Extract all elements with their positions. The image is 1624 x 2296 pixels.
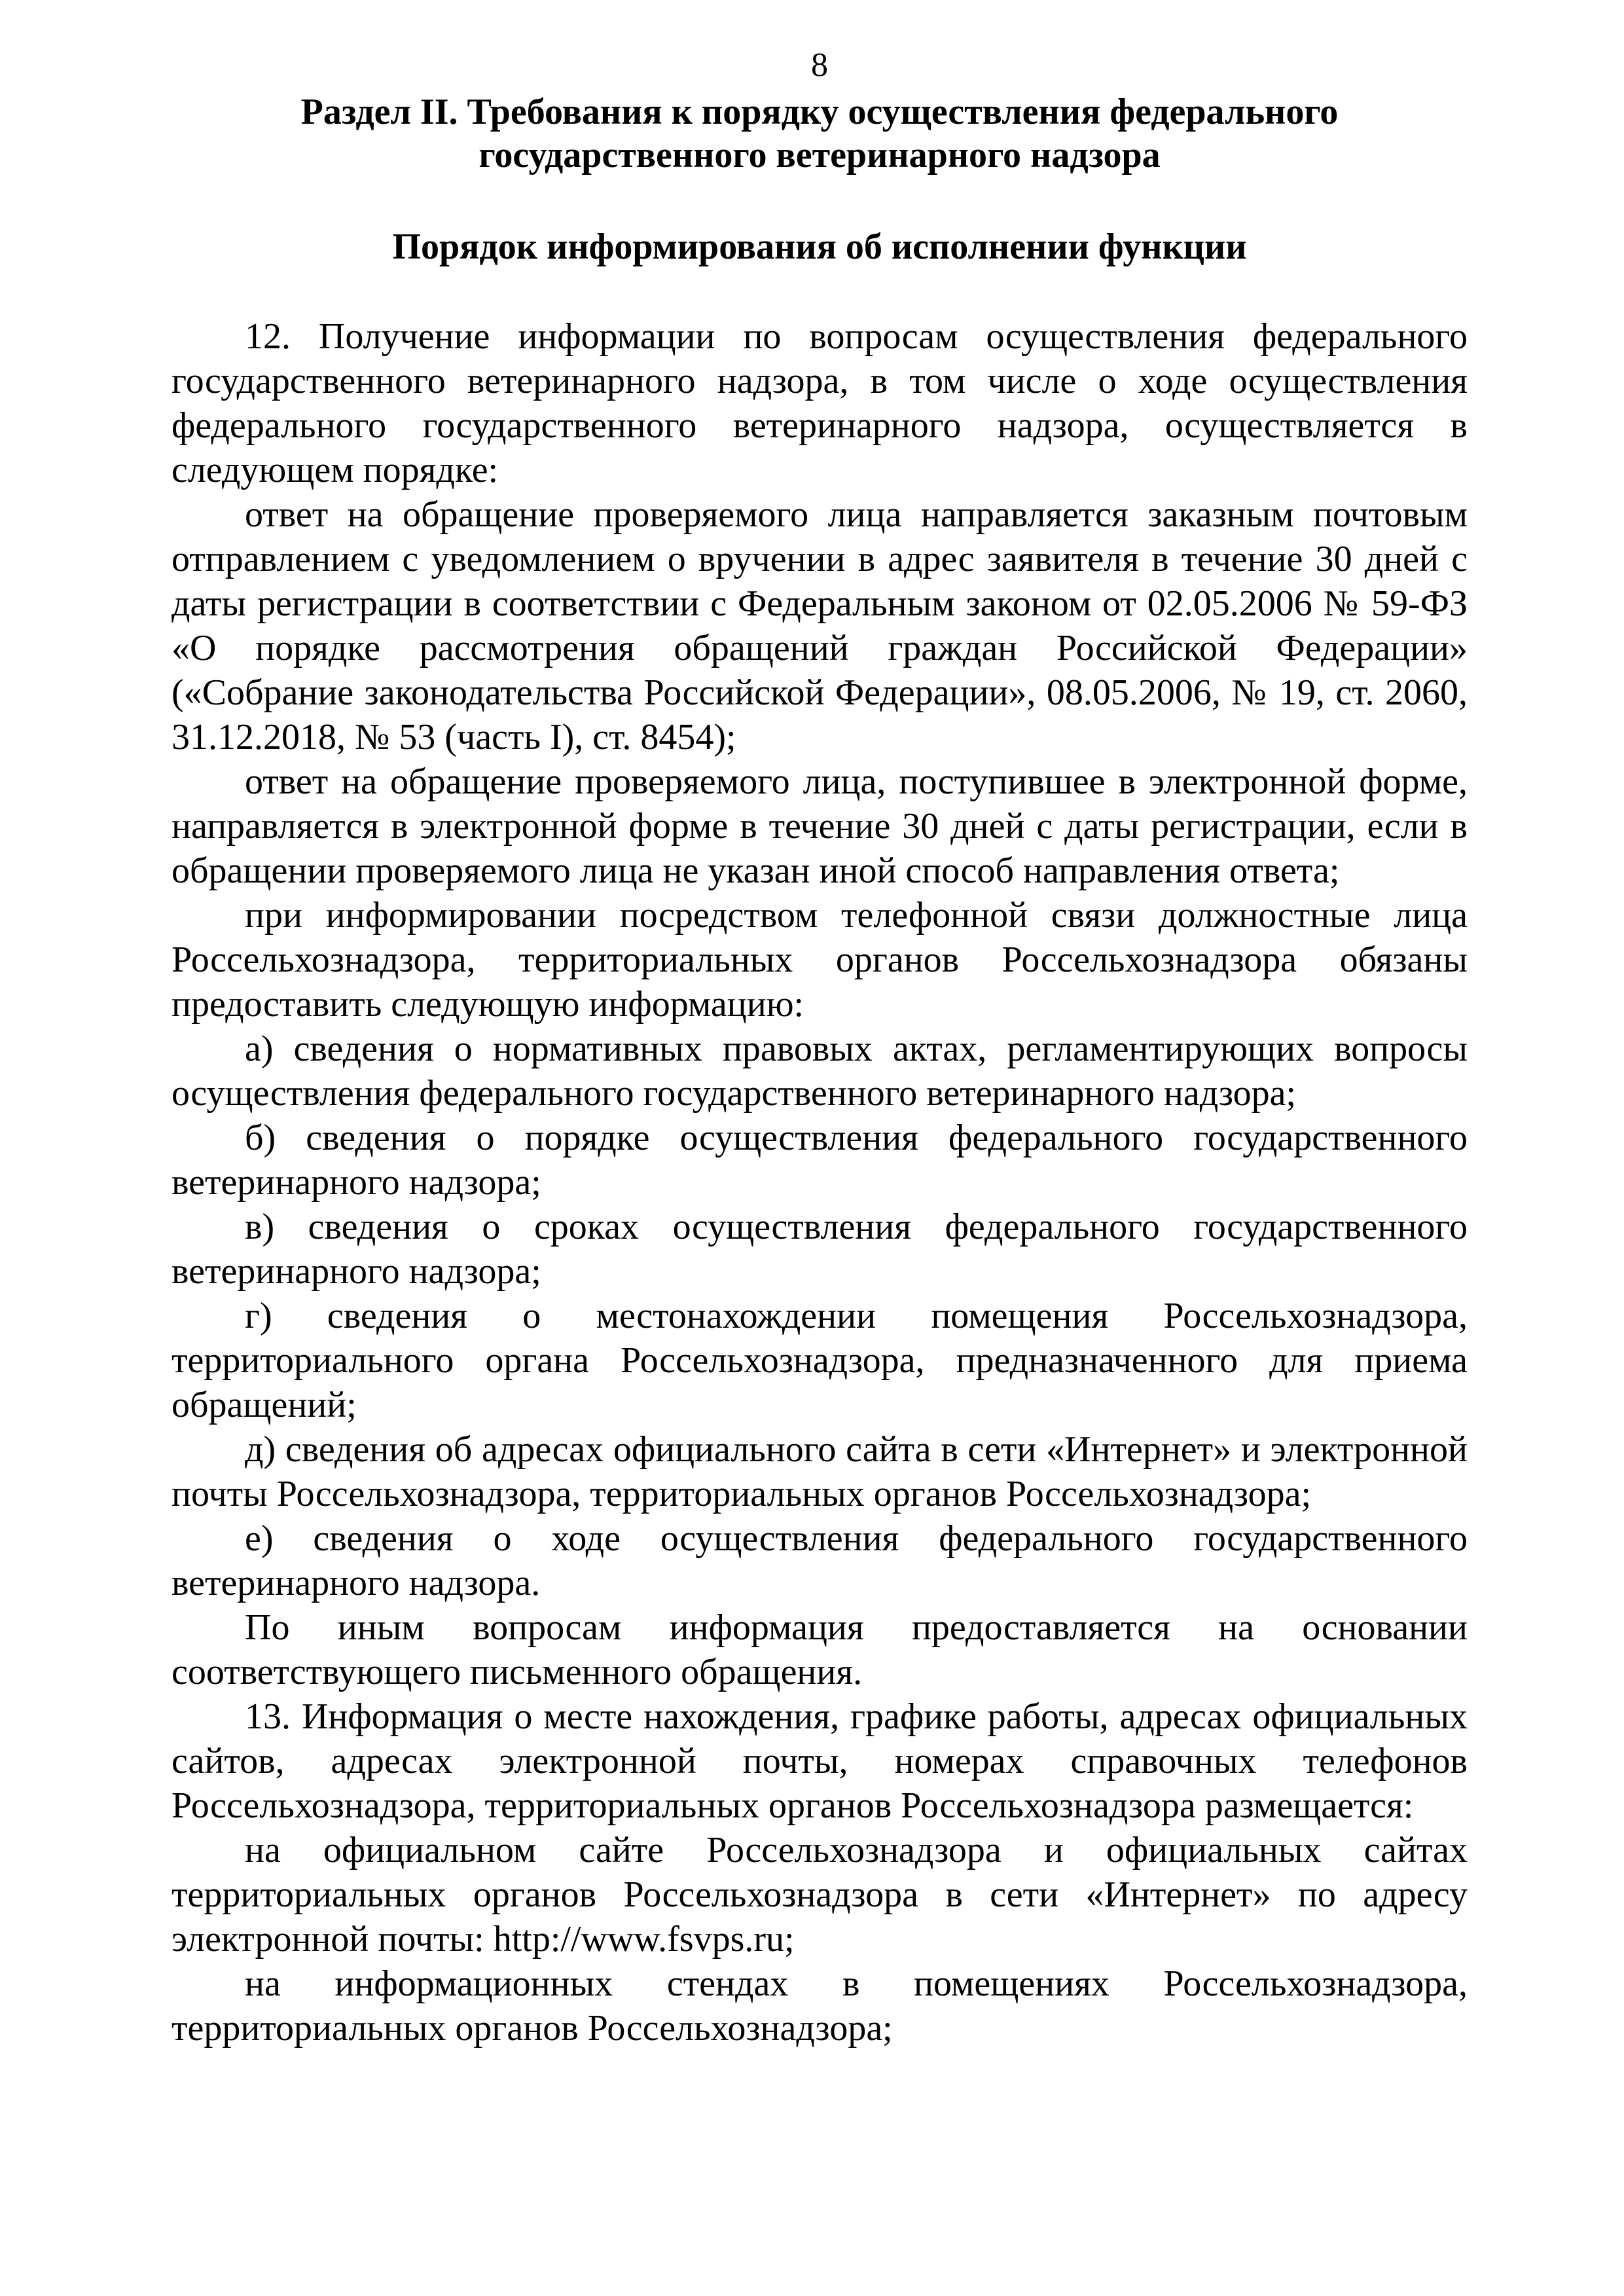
list-item-a: а) сведения о нормативных правовых актах, регламентирующих вопросы осуществления федерального государственного ветеринарного надзора; [171,1029,1468,1114]
paragraph-12-intro: 12. Получение информации по вопросам осуществления федерального государственного ветеринарного надзора, в том числе о ходе осуществления федерального государственного ветеринарного надзора, осуществляется в следующем порядке: [171,316,1468,490]
paragraph-official-site: на официальном сайте Россельхознадзора и официальных сайтах территориальных органов Россельхознадзора в сети «Интернет» по адресу электронной почты: http://www.fsvps.ru; [171,1830,1468,1959]
subsection-title: Порядок информирования об исполнении функции [392,227,1247,267]
section-title-line-2: государственного ветеринарного надзора [478,135,1161,175]
paragraph-info-stands: на информационных стендах в помещениях Россельхознадзора, территориальных органов Россельхознадзора; [171,1963,1468,2049]
list-item-b: б) сведения о порядке осуществления федерального государственного ветеринарного надзора; [171,1118,1468,1203]
paragraph-other-questions: По иным вопросам информация предоставляется на основании соответствующего письменного обращения. [171,1607,1468,1692]
document-page [171,46,1468,2050]
list-item-g: г) сведения о местонахождении помещения Россельхознадзора, территориального органа Россельхознадзора, предназначенного для приема обращений; [171,1296,1468,1425]
paragraph-phone-info: при информировании посредством телефонной связи должностные лица Россельхознадзора, территориальных органов Россельхознадзора обязаны предоставить следующую информацию: [171,895,1468,1025]
page-number: 8 [811,46,828,84]
document-body [171,314,1468,2050]
list-item-e: е) сведения о ходе осуществления федерального государственного ветеринарного надзора. [171,1518,1468,1603]
paragraph-13-intro: 13. Информация о месте нахождения, графике работы, адресах официальных сайтов, адресах электронной почты, номерах справочных телефонов Россельхознадзора, территориальных органов Россельхознадзора размещается: [171,1696,1468,1826]
section-title [171,90,1468,177]
paragraph-postal-reply: ответ на обращение проверяемого лица направляется заказным почтовым отправлением с уведомлением о вручении в адрес заявителя в течение 30 дней с даты регистрации в соответствии с Федеральным законом от 02.05.2006 № 59-ФЗ «О порядке рассмотрения обращений граждан Российской Федерации» («Собрание законодательства Российской Федерации», 08.05.2006, № 19, ст. 2060, 31.12.2018, № 53 (часть I), ст. 8454); [171,494,1468,757]
list-item-d: д) сведения об адресах официального сайта в сети «Интернет» и электронной почты Россельхознадзора, территориальных органов Россельхознадзора; [171,1429,1468,1514]
section-title-line-1: Раздел II. Требования к порядку осуществления федерального [300,92,1339,132]
paragraph-electronic-reply: ответ на обращение проверяемого лица, поступившее в электронной форме, направляется в электронной форме в течение 30 дней с даты регистрации, если в обращении проверяемого лица не указан иной способ направления ответа; [171,761,1468,891]
list-item-v: в) сведения о сроках осуществления федерального государственного ветеринарного надзора; [171,1207,1468,1292]
